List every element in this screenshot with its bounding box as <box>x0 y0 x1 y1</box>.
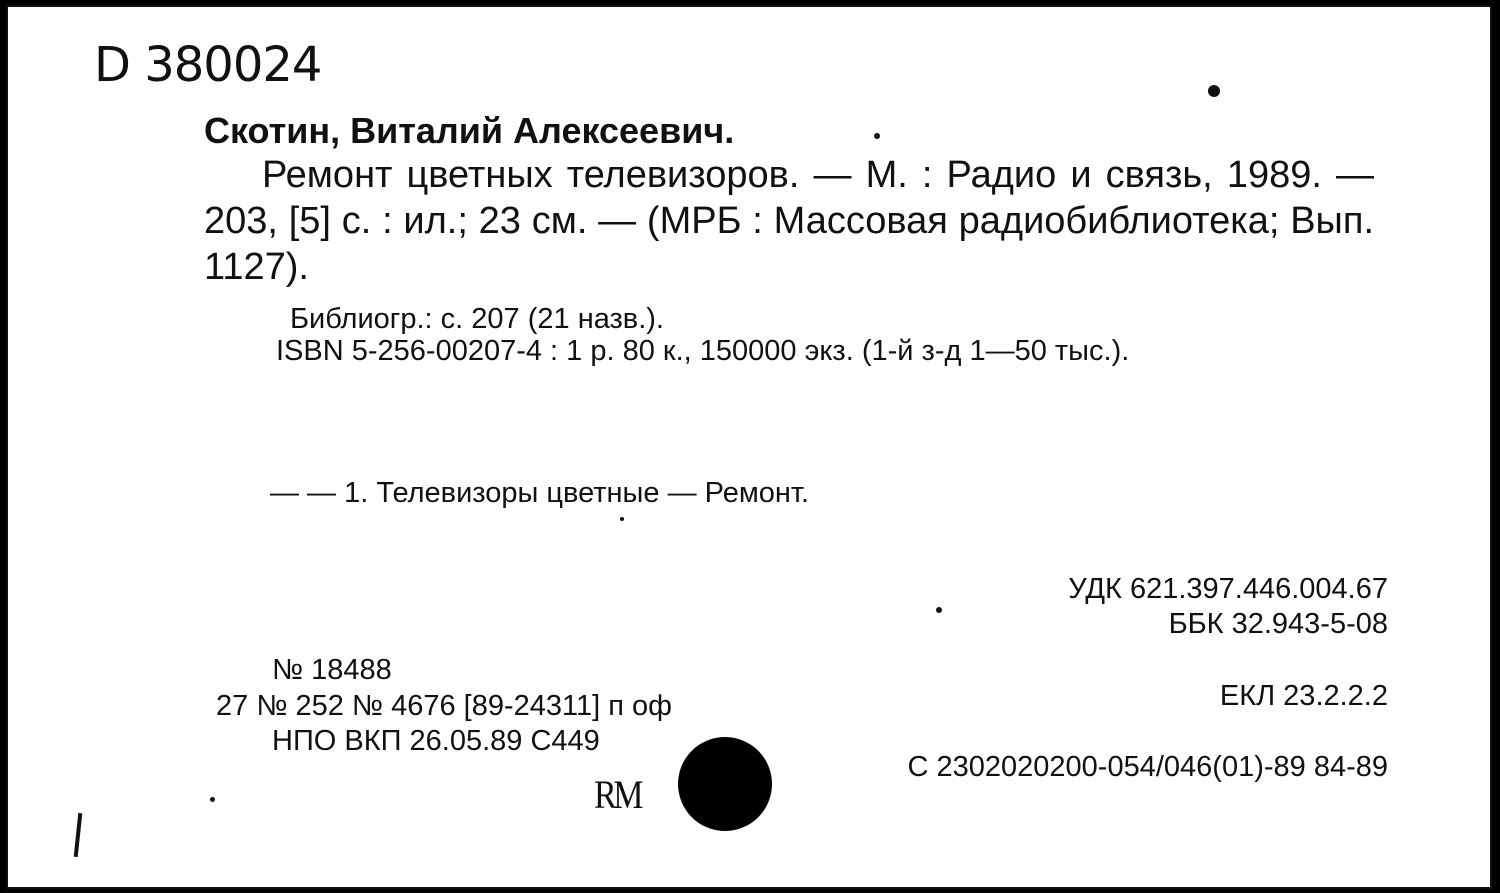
udk-code: УДК 621.397.446.004.67 <box>1068 573 1388 605</box>
ink-speck <box>210 797 215 802</box>
title-text: Ремонт цветных телевизоров. — М. : Радио и связь, 1989. — 203, [5] с. : ил.; 23 см. — (МРБ : Массовая радиобиблиотека; Вып. 1127). <box>204 154 1374 288</box>
call-number: D 380024 <box>94 37 322 93</box>
author-heading: Скотин, Виталий Алексеевич. <box>204 110 735 151</box>
ink-speck <box>620 517 624 521</box>
punch-hole <box>678 737 772 831</box>
catalog-card <box>6 5 1492 889</box>
bbk-code: ББК 32.943-5-08 <box>1168 608 1388 640</box>
rm-stamp: RM <box>594 772 641 817</box>
publisher-line: НПО ВКП 26.05.89 С449 <box>272 725 600 757</box>
title-statement <box>204 152 1374 290</box>
ekl-code: ЕКЛ 23.2.2.2 <box>1219 680 1388 712</box>
ink-speck <box>1208 85 1220 97</box>
ink-speck <box>936 607 942 613</box>
bibliography-note: Библиогр.: с. 207 (21 назв.). <box>290 303 664 335</box>
ink-speck <box>874 133 880 139</box>
subject-heading: — — 1. Телевизоры цветные — Ремонт. <box>270 477 810 509</box>
pencil-mark <box>74 813 83 857</box>
print-line: 27 № 252 № 4676 [89-24311] п оф <box>216 690 672 722</box>
isbn-line: ISBN 5-256-00207-4 : 1 р. 80 к., 150000 экз. (1-й з-д 1—50 тыс.). <box>276 335 1130 367</box>
class-number: С 2302020200-054/046(01)-89 84-89 <box>907 751 1388 783</box>
order-number: № 18488 <box>272 654 392 686</box>
